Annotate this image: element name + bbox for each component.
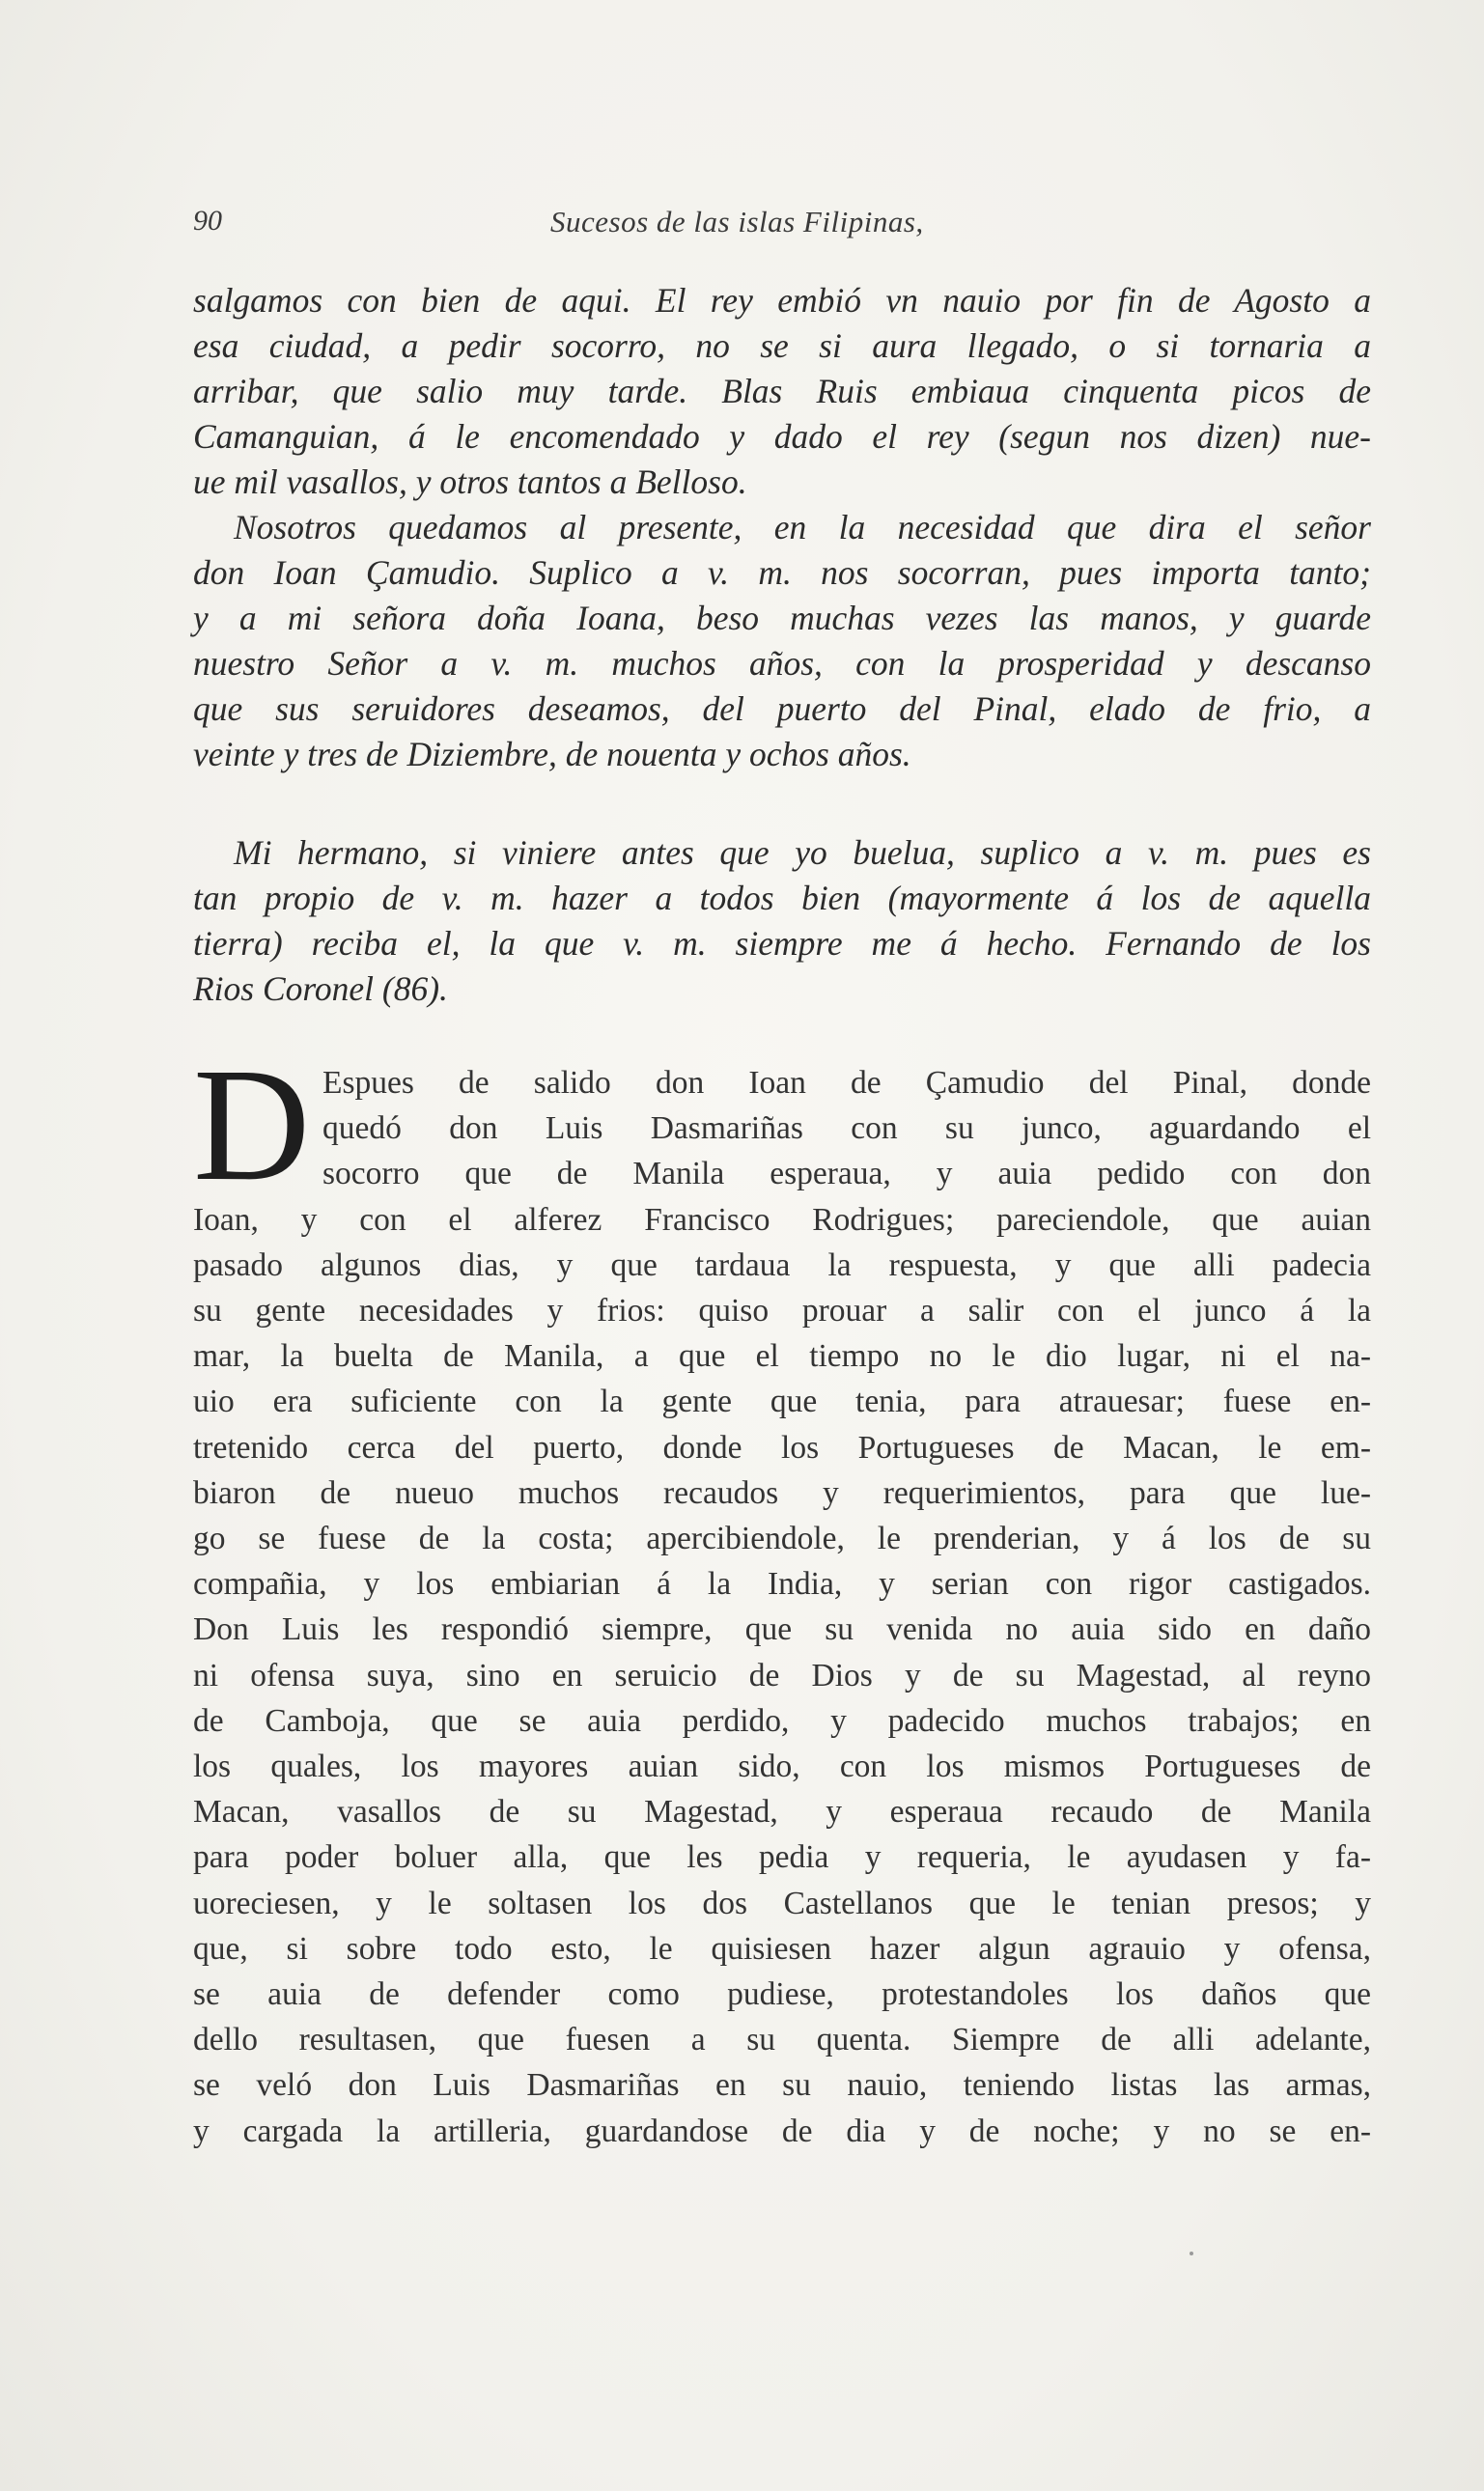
running-header (193, 205, 1371, 253)
running-title: Sucesos de las islas Filipinas, (550, 205, 924, 238)
text-line: pasado algunos dias, y que tardaua la respuesta, y que alli padecia (193, 1246, 1371, 1283)
text-line: se auia de defender como pudiese, protestandoles los daños que (193, 1976, 1371, 2013)
text-line: tretenido cerca del puerto, donde los Portugueses de Macan, le em- (193, 1429, 1371, 1466)
page-number: 90 (193, 205, 222, 237)
text-line: se veló don Luis Dasmariñas en su nauio, teniendo listas las armas, (193, 2067, 1371, 2104)
text-line: uoreciesen, y le soltasen los dos Castellanos que le tenian presos; y (193, 1885, 1371, 1921)
text-line: y cargada la artilleria, guardandose de dia y de noche; y no se en- (193, 2113, 1371, 2149)
text-line: compañia, y los embiarian á la India, y serian con rigor castigados. (193, 1566, 1371, 1603)
text-line: Ioan, y con el alferez Francisco Rodrigues; pareciendole, que auian (193, 1201, 1371, 1238)
text-line: socorro que de Manila esperaua, y auia pedido con don (322, 1156, 1371, 1192)
narrative-paragraph (193, 1060, 1371, 2154)
text-line: nuestro Señor a v. m. muchos años, con la prosperidad y descanso (193, 644, 1371, 683)
postscript-paragraph (193, 830, 1371, 1012)
text-line: uio era suficiente con la gente que tenia, para atrauesar; fuese en- (193, 1384, 1371, 1420)
text-line: Espues de salido don Ioan de Çamudio del Pinal, donde (322, 1065, 1371, 1101)
text-line: don Ioan Çamudio. Suplico a v. m. nos socorran, pues importa tanto; (193, 553, 1371, 592)
text-line: que sus seruidores deseamos, del puerto del Pinal, elado de frio, a (193, 689, 1371, 728)
text-line: dello resultasen, que fuesen a su quenta. Siempre de alli adelante, (193, 2022, 1371, 2058)
text-line: ni ofensa suya, sino en seruicio de Dios y de su Magestad, al reyno (193, 1657, 1371, 1693)
paper-speck (1190, 2252, 1193, 2255)
text-line: go se fuese de la costa; apercibiendole, le prenderian, y á los de su (193, 1521, 1371, 1557)
letter-closing-paragraphs (193, 278, 1371, 777)
text-line: quedó don Luis Dasmariñas con su junco, aguardando el (322, 1110, 1371, 1147)
text-line: de Camboja, que se auia perdido, y padecido muchos trabajos; en (193, 1702, 1371, 1739)
text-line: Rios Coronel (86). (193, 969, 448, 1008)
text-line: esa ciudad, a pedir socorro, no se si aura llegado, o si tornaria a (193, 326, 1371, 365)
text-line: Don Luis les respondió siempre, que su venida no auia sido en daño (193, 1611, 1371, 1648)
text-line: que, si sobre todo esto, le quisiesen hazer algun agrauio y ofensa, (193, 1930, 1371, 1967)
text-line: Macan, vasallos de su Magestad, y esperaua recaudo de Manila (193, 1794, 1371, 1831)
text-line: su gente necesidades y frios: quiso prouar a salir con el junco á la (193, 1293, 1371, 1329)
drop-cap: D (193, 1035, 311, 1215)
text-line: ue mil vasallos, y otros tantos a Belloso. (193, 462, 747, 501)
text-line: Mi hermano, si viniere antes que yo buelua, suplico a v. m. pues es (234, 833, 1371, 872)
text-line: tan propio de v. m. hazer a todos bien (mayormente á los de aquella (193, 879, 1371, 917)
text-line: biaron de nueuo muchos recaudos y requerimientos, para que lue- (193, 1474, 1371, 1511)
text-line: para poder boluer alla, que les pedia y requeria, le ayudasen y fa- (193, 1839, 1371, 1876)
text-line: Nosotros quedamos al presente, en la necesidad que dira el señor (234, 508, 1371, 546)
text-line: y a mi señora doña Ioana, beso muchas vezes las manos, y guarde (193, 599, 1371, 637)
text-line: tierra) reciba el, la que v. m. siempre me á hecho. Fernando de los (193, 924, 1371, 963)
text-line: mar, la buelta de Manila, a que el tiempo no le dio lugar, ni el na- (193, 1338, 1371, 1375)
text-line: los quales, los mayores auian sido, con los mismos Portugueses de (193, 1749, 1371, 1785)
text-line: arribar, que salio muy tarde. Blas Ruis embiaua cinquenta picos de (193, 372, 1371, 410)
text-line: salgamos con bien de aqui. El rey embió vn nauio por fin de Agosto a (193, 281, 1371, 320)
text-line: veinte y tres de Diziembre, de nouenta y ochos años. (193, 735, 911, 773)
text-line: Camanguian, á le encomendado y dado el rey (segun nos dizen) nue- (193, 417, 1371, 456)
